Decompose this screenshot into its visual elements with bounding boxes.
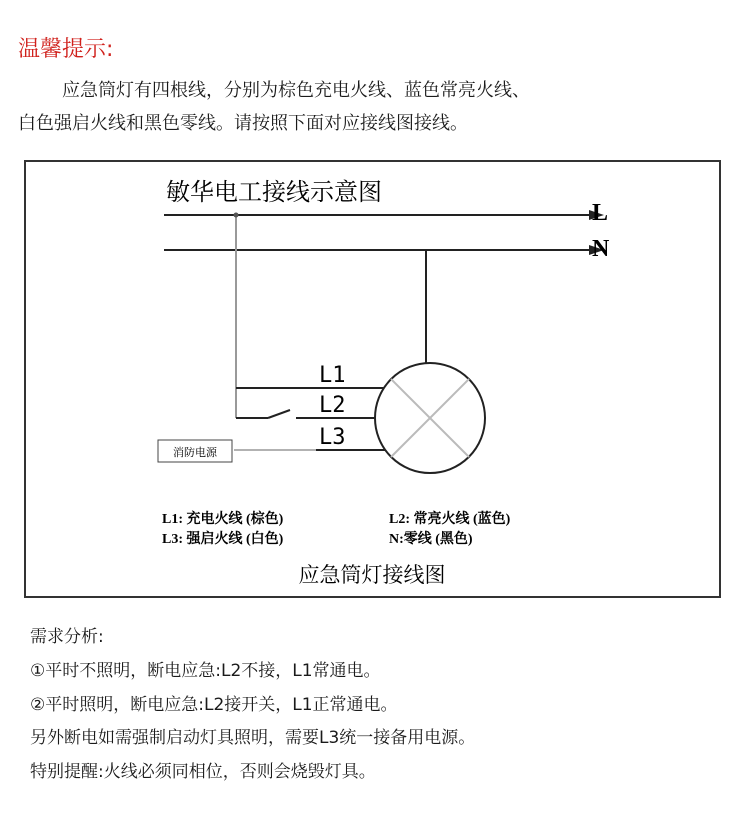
legend-N: N:零线 (黑色) [389,532,473,547]
legend-L2: L2: 常亮火线 (蓝色) [389,512,511,527]
needs-title: 需求分析: [30,627,104,647]
wire-L2-label: L2 [319,393,346,418]
diagram-title: 敏华电工接线示意图 [166,178,382,206]
wire-L1-label: L1 [319,363,346,388]
needs-item-2: ②平时照明，断电应急:L2接开关，L1正常通电。 [30,695,398,715]
live-line-label: L [592,200,609,226]
tip-line-2: 白色强启火线和黑色零线。请按照下面对应接线图接线。 [18,113,468,134]
tip-line-1: 应急筒灯有四根线，分别为棕色充电火线、蓝色常亮火线、 [62,80,530,101]
wire-L3-label: L3 [319,425,346,450]
tip-title: 温馨提示: [18,37,114,62]
needs-item-3: 另外断电如需强制启动灯具照明，需要L3统一接备用电源。 [30,728,476,748]
legend-L1: L1: 充电火线 (棕色) [162,512,284,527]
switch-blade [268,410,290,418]
needs-item-1: ①平时不照明，断电应急:L2不接，L1常通电。 [30,661,381,681]
fire-power-label: 消防电源 [173,446,217,459]
live-junction [234,213,239,218]
legend-L3: L3: 强启火线 (白色) [162,532,284,547]
wiring-diagram [24,160,721,598]
needs-item-4: 特别提醒:火线必须同相位，否则会烧毁灯具。 [30,762,376,782]
diagram-caption: 应急筒灯接线图 [298,563,446,587]
neutral-line-label: N [592,236,610,262]
